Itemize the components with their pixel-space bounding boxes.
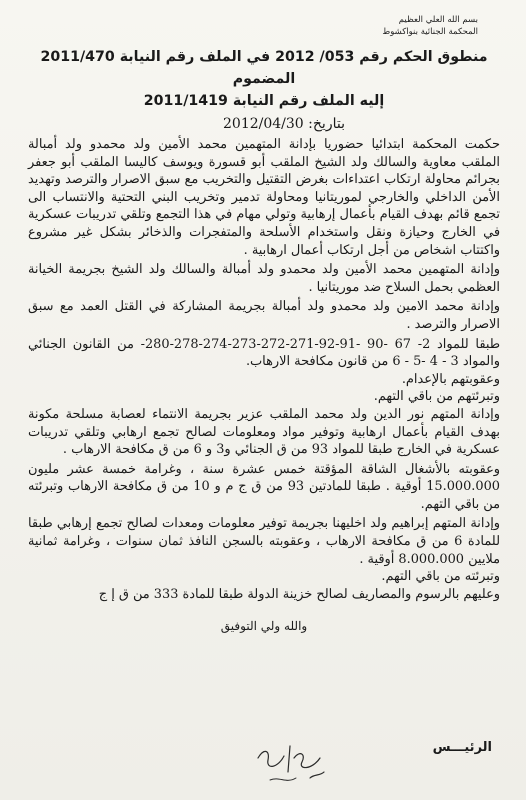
document-body — [28, 136, 500, 603]
paragraph-legal-articles: طبقا للمواد 2- 67 -90 -91-92-271-272-273-274-278-280- من القانون الجنائي والمواد 3 - 4 -5 - 6 من قانون مكافحة الارهاب. — [28, 336, 500, 370]
closing-phrase: والله ولي التوفيق — [220, 619, 308, 634]
judgment-date: بتاريخ: 2012/04/30 — [223, 116, 345, 132]
paragraph-third-defendant: وإدانة المتهم إبراهيم ولد اخليهنا بجريمة توفير معلومات ومعدات لصالح تجمع إرهابي طبقا للمادة 6 من ق مكافحة الارهاب ، وعقوبته بالسجن النافذ ثمان سنوات ، وغرامة ثمانية ملايين 8.000.000 أوقية . — [28, 516, 500, 567]
court-header — [28, 14, 478, 38]
paragraph-verdict-main: حكمت المحكمة ابتدائيا حضوريا بإدانة المتهمين محمد الأمين ولد محمدو ولد أمبالة الملقب معاوية والسالك ولد الشيخ الملقب أبو قسورة ويوسف كاليسا الملقب أبو جعفر بجرائم محاولة ارتكاب اعتداءات بغرض التقتيل والتخريب مع سبق الاصرار والترصد وتهديد الأمن الداخلي والخارجي لموريتانيا ومحاولة تدمير وتخريب البني التحتية والانتساب الى تجمع قائم بهدف القيام بأعمال إرهابية وتولي مهام في هذا التجمع وتلقي تدريبات عسكرية في الخارج وحيازة ونقل واستخدام الأسلحة والمتفجرات والذخائر بشكل غير مشروع واكتتاب اشخاص من أجل ارتكاب أعمال ارهابية . — [28, 137, 500, 258]
handwritten-signature — [250, 728, 340, 788]
paragraph-second-defendant: وإدانة المتهم نور الدين ولد محمد الملقب عزير بجريمة الانتماء لعصابة مسلحة مكونة بهدف القيام بأعمال ارهابية وتوفير مواد ومعلومات لصالح تجمع ارهابي وتلقي تدريبات عسكرية في الخارج طبقا للمواد 93 من ق الجنائي و3 و 6 من ق مكافحة الارهاب . — [28, 406, 500, 458]
title-line-2: إليه الملف رقم النيابة 2011/1419 — [143, 93, 385, 109]
president-label: الرئيـــس — [432, 740, 492, 755]
paragraph-acquittal-2: وتبرئته من باقي التهم. — [381, 569, 500, 585]
paragraph-treason: وإدانة المتهمين محمد الأمين ولد محمدو ولد أمبالة والسالك ولد الشيخ بجريمة الخيانة العظمي بحمل السلاح ضد موريتانيا . — [28, 262, 500, 295]
title-line-1: منطوق الحكم رقم 053/ 2012 في الملف رقم النيابة 2011/470 المضموم — [40, 49, 488, 87]
basmala: بسم الله العلي العظيم — [398, 15, 478, 25]
paragraph-acquittal-1: وتبرئتهم من باقي التهم. — [373, 389, 500, 405]
court-name: المحكمة الجنائية بنواكشوط — [382, 27, 478, 37]
paragraph-death-sentence: وعقوبتهم بالإعدام. — [401, 371, 500, 387]
paragraph-costs: وعليهم بالرسوم والمصاريف لصالح خزينة الدولة طبقا للمادة 333 من ق إ ج — [98, 586, 500, 602]
document-title — [28, 46, 500, 112]
paragraph-murder-complicity: وإدانة محمد الامين ولد محمدو ولد أمبالة بجريمة المشاركة في القتل العمد مع سبق الاصرار والترصد . — [28, 299, 500, 332]
paragraph-second-sentence: وعقوبته بالأشغال الشاقة المؤقتة خمس عشرة سنة ، وغرامة خمسة عشر مليون 15.000.000 أوقية . طبقا للمادتين 93 من ق ج م و 10 من ق مكافحة الارهاب وتبرئته من باقي التهم. — [28, 461, 500, 512]
